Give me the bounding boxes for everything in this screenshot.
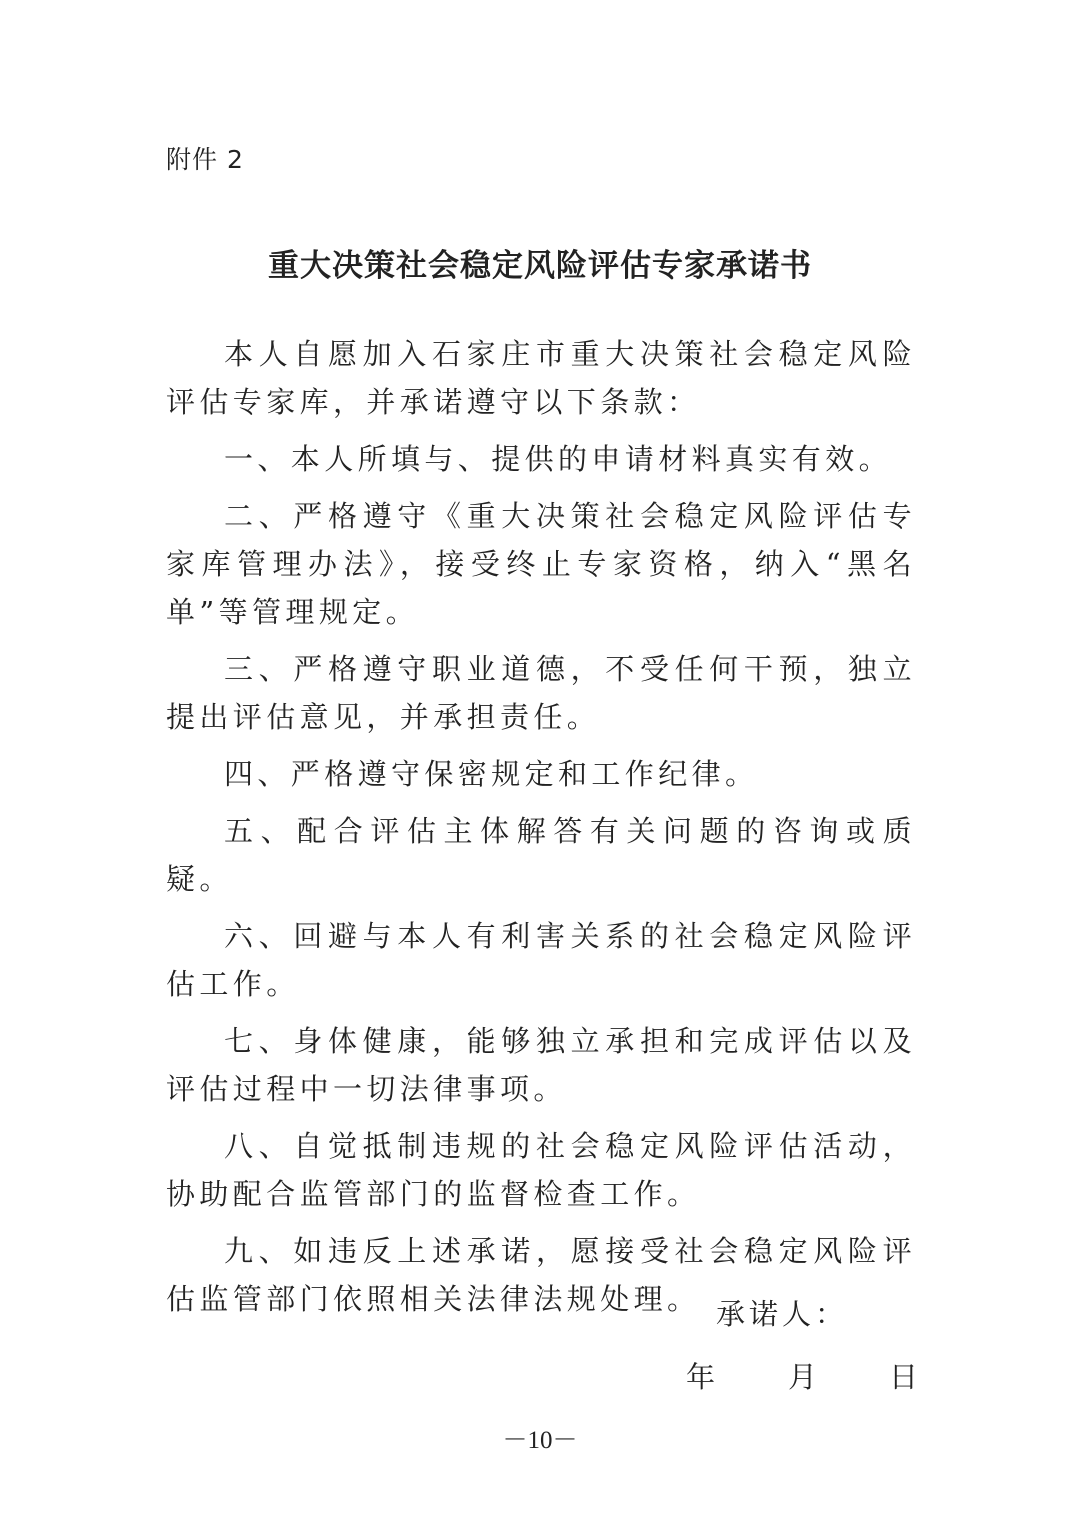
intro-paragraph: 本人自愿加入石家庄市重大决策社会稳定风险评估专家库，并承诺遵守以下条款： — [166, 337, 916, 419]
clause-7: 七、身体健康，能够独立承担和完成评估以及评估过程中一切法律事项。 — [166, 1024, 916, 1106]
signer-label: 承诺人： — [716, 1297, 849, 1331]
clause-2: 二、严格遵守《重大决策社会稳定风险评估专家库管理办法》，接受终止专家资格，纳入“黑名单”等管理规定。 — [166, 499, 916, 629]
date-year-label: 年 — [686, 1360, 716, 1394]
clause-9: 九、如违反上述承诺，愿接受社会稳定风险评估监管部门依照相关法律法规处理。 — [166, 1234, 916, 1316]
clause-5: 五、配合评估主体解答有关问题的咨询或质疑。 — [166, 814, 916, 896]
document-body — [166, 330, 916, 1332]
clause-3: 三、严格遵守职业道德，不受任何干预，独立提出评估意见，并承担责任。 — [166, 652, 916, 734]
clause-6: 六、回避与本人有利害关系的社会稳定风险评估工作。 — [166, 919, 916, 1001]
document-title: 重大决策社会稳定风险评估专家承诺书 — [268, 248, 812, 284]
attachment-label: 附件 2 — [166, 145, 244, 174]
date-month-label: 月 — [788, 1360, 818, 1394]
clause-4: 四、严格遵守保密规定和工作纪律。 — [224, 757, 759, 791]
clause-8: 八、自觉抵制违规的社会稳定风险评估活动，协助配合监管部门的监督检查工作。 — [166, 1129, 916, 1211]
clause-1: 一、本人所填与、提供的申请材料真实有效。 — [224, 442, 893, 476]
page-number: －10－ — [502, 1427, 578, 1454]
date-day-label: 日 — [889, 1360, 919, 1394]
